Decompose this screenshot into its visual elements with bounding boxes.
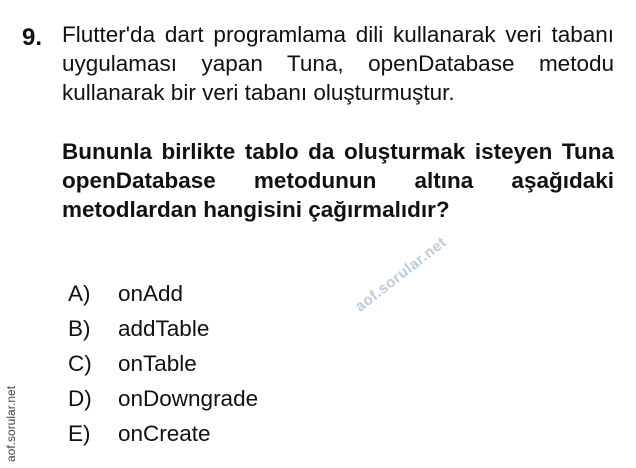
option-text: addTable bbox=[118, 315, 210, 341]
option-text: onAdd bbox=[118, 280, 184, 306]
option-d[interactable] bbox=[68, 381, 258, 416]
answer-options bbox=[68, 276, 258, 451]
option-letter: A) bbox=[68, 280, 91, 306]
side-watermark: aof.sorular.net bbox=[4, 385, 18, 462]
question-stem: Flutter'da dart programlama dili kullanarak veri tabanı uygulaması yapan Tuna, openDatabase metodu kullanarak bir veri tabanı oluşturmuştur. bbox=[62, 22, 614, 105]
option-b[interactable] bbox=[68, 311, 258, 346]
option-text: onTable bbox=[118, 350, 197, 376]
option-e[interactable] bbox=[68, 416, 258, 451]
option-letter: C) bbox=[68, 350, 92, 376]
watermark: aof.sorular.net bbox=[352, 233, 450, 316]
question-prompt: Bununla birlikte tablo da oluşturmak isteyen Tuna openDatabase metodunun altına aşağıdaki metodlardan hangisini çağırmalıdır? bbox=[62, 139, 614, 222]
option-text: onDowngrade bbox=[118, 385, 259, 411]
option-c[interactable] bbox=[68, 346, 258, 381]
question-number: 9. bbox=[22, 24, 43, 51]
option-letter: E) bbox=[68, 420, 91, 446]
option-letter: D) bbox=[68, 385, 92, 411]
option-text: onCreate bbox=[118, 420, 211, 446]
option-a[interactable] bbox=[68, 276, 258, 311]
option-letter: B) bbox=[68, 315, 91, 341]
